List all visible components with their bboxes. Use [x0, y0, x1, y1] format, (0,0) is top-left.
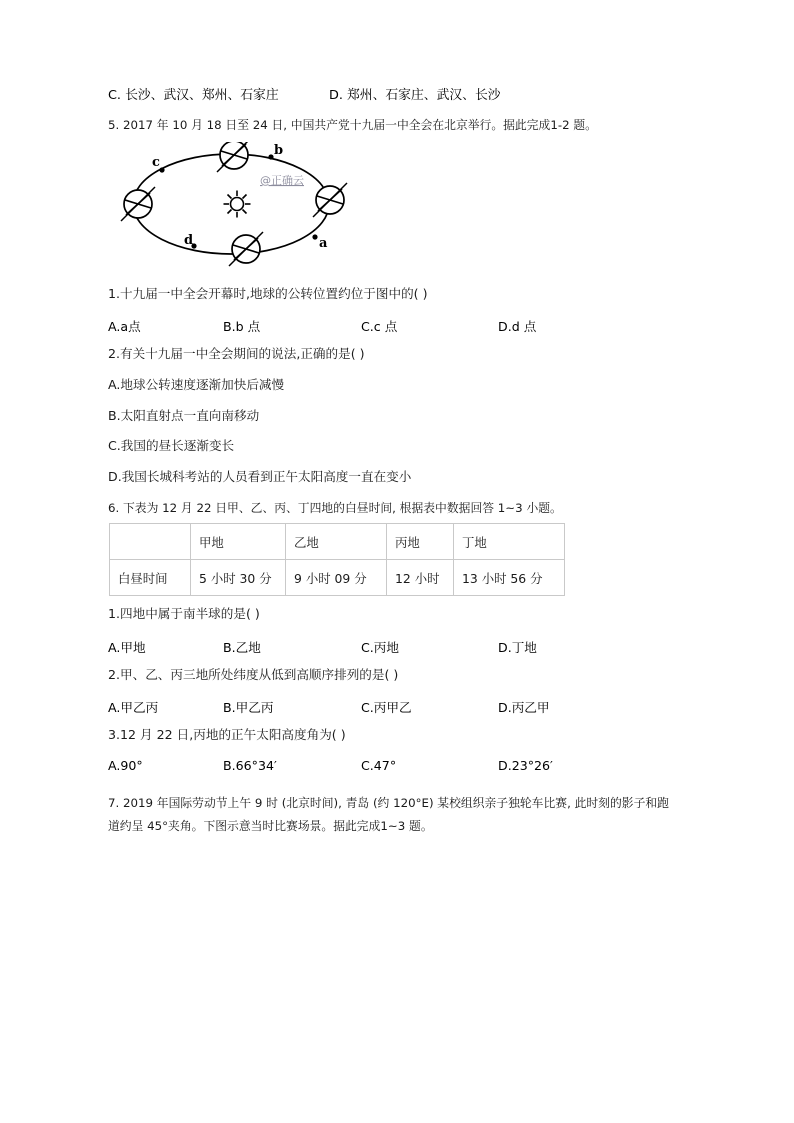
- q6-sub2-option-c[interactable]: C.丙甲乙: [361, 700, 412, 716]
- table-header-cell-bing: 丙地: [387, 524, 454, 560]
- table-header-cell-blank: [110, 524, 191, 560]
- q6-sub3-option-b[interactable]: B.66°34′: [223, 757, 277, 773]
- q5-sub1-option-c[interactable]: C.c 点: [361, 319, 398, 335]
- question6-stem: 6. 下表为 12 月 22 日甲、乙、丙、丁四地的白昼时间, 根据表中数据回答 1~3 小题。: [108, 501, 562, 516]
- top-option-c[interactable]: C. 长沙、武汉、郑州、石家庄: [108, 88, 279, 103]
- q6-sub1-option-c[interactable]: C.丙地: [361, 639, 399, 655]
- table-cell-ding-value: 13 小时 56 分: [454, 560, 565, 596]
- q5-sub1-option-a[interactable]: A.a点: [108, 319, 141, 335]
- q5-sub2-option-b[interactable]: B.太阳直射点一直向南移动: [108, 407, 260, 423]
- orbit-point-c: [159, 167, 164, 172]
- q6-sub3-option-d[interactable]: D.23°26′: [498, 757, 553, 773]
- q6-sub1-text: 1.四地中属于南半球的是( ): [108, 606, 260, 622]
- table-header-cell-ding: 丁地: [454, 524, 565, 560]
- earth-position-bottom: [229, 232, 263, 266]
- q6-sub3-options: [108, 758, 686, 772]
- top-option-d[interactable]: D. 郑州、石家庄、武汉、长沙: [329, 88, 501, 103]
- orbit-point-b: [268, 154, 273, 159]
- sun-symbol: [224, 190, 251, 217]
- q6-sub1-options: [108, 637, 686, 655]
- figure-watermark: @正确云: [260, 173, 304, 187]
- q5-sub2-option-c[interactable]: C.我国的昼长逐渐变长: [108, 438, 235, 454]
- orbit-point-a: [312, 234, 317, 239]
- table-header-row: [110, 524, 565, 560]
- q6-sub2-option-b[interactable]: B.甲乙丙: [223, 700, 274, 716]
- q6-sub3-option-a[interactable]: A.90°: [108, 757, 143, 773]
- q6-sub3-text: 3.12 月 22 日,丙地的正午太阳高度角为( ): [108, 727, 346, 743]
- q5-sub2-option-a[interactable]: A.地球公转速度逐渐加快后减慢: [108, 376, 285, 392]
- earth-position-top: [217, 142, 251, 172]
- table-header-cell-jia: 甲地: [191, 524, 286, 560]
- daylight-duration-table: [109, 523, 565, 596]
- orbit-point-label-d: d: [184, 232, 194, 248]
- page-content: [108, 84, 686, 838]
- earth-position-right: [313, 183, 347, 217]
- table-cell-jia-value: 5 小时 30 分: [191, 560, 286, 596]
- q6-sub2-option-a[interactable]: A.甲乙丙: [108, 700, 159, 716]
- q5-sub1-option-b[interactable]: B.b 点: [223, 319, 261, 335]
- orbit-point-label-a: a: [319, 235, 328, 251]
- top-options-row: [108, 84, 686, 103]
- q6-sub2-options: [108, 697, 686, 716]
- q5-sub1-option-d[interactable]: D.d 点: [498, 319, 537, 335]
- q6-sub1-option-a[interactable]: A.甲地: [108, 639, 146, 655]
- q5-sub2-option-d[interactable]: D.我国长城科考站的人员看到正午太阳高度一直在变小: [108, 468, 412, 484]
- table-cell-bing-value: 12 小时: [387, 560, 454, 596]
- question5-stem: 5. 2017 年 10 月 18 日至 24 日, 中国共产党十九届一中全会在北京举行。据此完成1-2 题。: [108, 118, 597, 132]
- table-cell-yi-value: 9 小时 09 分: [286, 560, 387, 596]
- question5-figure: [116, 142, 416, 274]
- q6-sub3-option-c[interactable]: C.47°: [361, 757, 397, 773]
- q5-sub1-options: [108, 316, 686, 335]
- table-row-label: 白昼时间: [110, 560, 191, 596]
- orbit-point-label-c: c: [152, 154, 160, 170]
- q5-sub2-text: 2.有关十九届一中全会期间的说法,正确的是( ): [108, 346, 365, 362]
- q6-sub1-option-b[interactable]: B.乙地: [223, 639, 261, 655]
- q6-sub2-option-d[interactable]: D.丙乙甲: [498, 700, 550, 716]
- table-header-cell-yi: 乙地: [286, 524, 387, 560]
- table-row: [110, 560, 565, 596]
- earth-position-left: [121, 187, 155, 221]
- q5-sub1-text: 1.十九届一中全会开幕时,地球的公转位置约位于图中的( ): [108, 285, 428, 301]
- q6-sub2-text: 2.甲、乙、丙三地所处纬度从低到高顺序排列的是( ): [108, 666, 399, 682]
- question7-stem: 7. 2019 年国际劳动节上午 9 时 (北京时间), 青岛 (约 120°E) 某校组织亲子独轮车比赛, 此时刻的影子和跑道约呈 45°夹角。下图示意当时比赛场景。据此完成1~3 题。: [108, 795, 669, 833]
- orbit-point-label-b: b: [274, 142, 284, 158]
- q6-sub1-option-d[interactable]: D.丁地: [498, 639, 537, 655]
